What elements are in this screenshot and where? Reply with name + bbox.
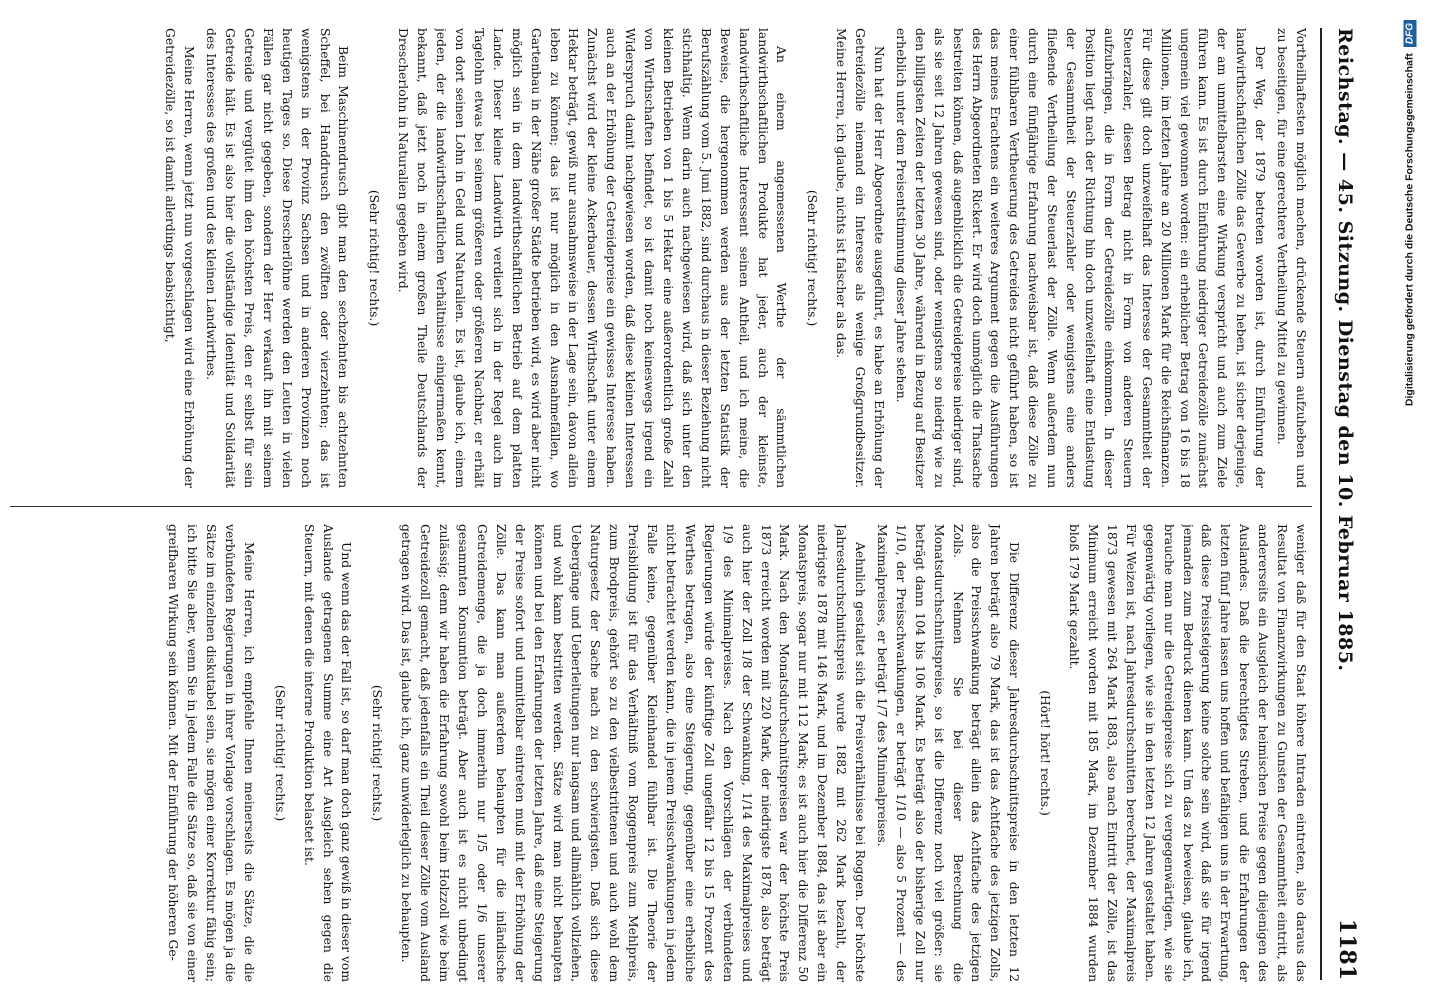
- interjection: (Sehr richtig! rechts.): [370, 684, 385, 822]
- right-column: [20, 524, 1310, 982]
- paragraph: Und wenn das der Fall ist, so darf man doch ganz gewiß in dieser vom Auslande getragenen Summe eine Art Ausgleich sehen gegen die Steuern, mit denen die interne Produktion belastet ist.: [301, 524, 354, 982]
- paragraph: Die Differenz dieser Jahresdurchschnittspreise in den letzten 12 Jahren beträgt also 79 Mark, das ist das Achtfache des jetzigen Zolls, also die Preisschwankung beträgt allein das Achtfache des jetzigen Zolls. Nehmen Sie bei dieser Berechnung die Monatsdurchschnittspreise, so ist die Differenz noch viel größer: sie beträgt dann 104 bis 106 Mark. Es beträgt also der bisherige Zoll nur 1/10, der Preisschwankungen, er beträgt 1/10 — also 5 Prozent — des Maximalpreises, er beträgt 1/7 des Minimalpreises.: [874, 524, 1022, 982]
- interjection: (Sehr richtig! rechts.): [272, 684, 287, 822]
- page-header: [1320, 28, 1362, 980]
- digitization-credit: [1392, 12, 1428, 988]
- paragraph: Meine Herren, wenn jetzt nun vorgeschlagen wird eine Erhöhung der Getreidezölle, so ist damit allerdings beabsichtigt,: [163, 28, 197, 488]
- dfg-logo: DFG: [1404, 20, 1417, 47]
- running-title: Reichstag. — 45. Sitzung. Dienstag den 10. Februar 1885.: [1334, 28, 1356, 672]
- interjection: (Sehr richtig! rechts.): [805, 189, 820, 327]
- paragraph: Nun hat der Herr Abgeordnete ausgeführt, es habe an Erhöhung der Getreidezölle niemand ein Interesse als wenige Großgrundbesitzer. Meine Herren, ich glaube, nichts ist falscher als das.: [834, 28, 887, 488]
- credit-text: Digitalisierung gefördert durch die Deutsche Forschungsgemeinschaft: [1403, 53, 1416, 407]
- interjection: (Hört! hört! rechts.): [1038, 690, 1053, 816]
- paragraph: Meine Herren, ich empfehle Ihnen meinerseits die Sätze, die die verbündeten Regierungen in ihrer Vorlage vorschlagen. Es mögen ja die Sätze im einzelnen diskutabel sein, sie mögen einer Korrektur fähig sein; ich bitte Sie aber, wenn Sie in jedem Falle die Sätze so, daß sie von einer greifbaren Wirkung sein können. Mit der Einführung der höheren Ge-: [166, 524, 256, 982]
- paragraph: Vortheilhaftesten möglich machen, drückende Steuern aufzuheben und zu beseitigen, für eine gerechtere Vertheilung Mittel zu gewinnen.: [1275, 28, 1308, 488]
- paragraph: Der Weg, der 1879 betreten worden ist, durch Einführung der landwirthschaftlichen Zölle das Gewerbe zu heben, ist sicher derjenige, der am unmittelbarsten eine Wirkung verspricht und auch zum Ziele führen kann. Es ist durch Einführung niedriger Getreidezölle zunächst ungemein viel gewonnen worden: ein erheblicher Betrag von 16 bis 18 Millionen, im letzten Jahre an 20 Millionen Mark für die Reichsfinanzen. Für diese gilt doch unzweifelhaft das Interesse der Gesammtheit der Steuerzahler, diesen Betrag nicht in Form von anderen Steuern aufzubringen, die in Form der Getreidezölle einkommen. In dieser Position liegt nach der Richtung hin doch unzweifelhaft eine Entlastung der Gesammtheit der Steuerzahler oder wenigstens eine anders fließende Vertheilung der Steuerlast der Zölle. Wenn außerdem nun durch eine fünfjährige Erfahrung nachweisbar ist, daß diese Zölle zu einer fühlbaren Vertheuerung des Getreides nicht geführt haben, so ist das meines Erachtens ein weiteres Argument gegen die Ausführungen des Herrn Abgeordneten Rickert. Er wird doch unmöglich die Thatsache bestreiten können, daß augenblicklich die Getreidepreise niedriger sind, als sie seit 12 Jahren gewesen sind, oder wenigstens so niedrig wie zu den billigsten Zeiten der letzten 30 Jahre, während in Bezug auf Besitzer erheblich unter dem Preisentstimmung dieser Jahre stehen.: [893, 28, 1268, 488]
- paragraph: Aehnlich gestaltet sich die Preisverhältnisse bei Roggen. Der höchste Jahresdurchschnittspreis wurde 1882 mit 262 Mark bezahlt, der niedrigste 1878 mit 146 Mark, und im Dezember 1884, das ist aber ein Monatspreis, sogar nur mit 112 Mark; es ist auch hier die Differenz 50 Mark. Nach den Monatsdurchschnittspreisen war der höchste Preis 1873 erreicht worden mit 220 Mark, der niedrigste 1878, also beträgt auch hier der Zoll 1/8 der Schwankung, 1/14 des Maximalpreises und 1/9 des Minimalpreises. Nach den Vorschlägen der verbündeten Regierungen würde der künftige Zoll ungefähr 12 bis 15 Prozent des Werthes betragen, also eine Steigerung, gegenüber eine erhebliche nicht betrachtet werden kann, die in jenem Preisschwankungen in jedem Falle keine, gegenüber Kleinhandel fühlbar ist. Die Theorie der Preisbildung ist für das Verhältniß vom Roggenpreis zum Mehlpreis, zum Brodpreis, gehört so zu den vielbestrittenen und auch wohl dem Naturgesetz der Sache nach zu den schwierigsten. Daß sich diese Uebergänge und Ueberleitungen nur langsam und allmählich vollziehen, und wohl kann bestritten werden. Sätze wird man nicht behaupten können und bei den Erfahrungen der letzten Jahre, daß eine Steigerung der Preise sofort und unmittelbar eintreten muß mit der Erhöhung der Zölle. Das kann man außerdem behaupten für die inländische Getreidemenge, die ja doch immerhin nur 1/5 oder 1/6 unserer gesammten Konsumtion beträgt. Aber auch ist es nicht unbedingt zulässig; denn wir haben die Erfahrung sowohl beim Holzzoll wie beim Getreidezoll gemacht, daß jedenfalls ein Theil dieser Zölle vom Ausland getragen wird. Das ist, glaube ich, ganz unwiderleglich zu behaupten.: [399, 524, 868, 982]
- paragraph: weniger daß für den Staat höhere Intraden eintreten, also daraus das Resultat von Finanzwirkungen zu Gunsten der Gesammtheit eintritt, als andererseits ein Ausgleich der heimischen Preise gegen diejenigen des Auslandes. Daß die berechtigtes Streben, und die Erfahrungen der letzten fünf Jahre lassen uns hoffen und befähigen uns in der Erwartung, daß diese Preissteigerung keine solche sein wird, daß sie für irgend jemanden zum Bedruck dienen kann. Um das zu beweisen, glaube ich, brauche man nur die Getreidepreise sich zu vergegenwärtigen, wie sie gegenwärtig vorliegen, wie sie in den letzten 12 Jahren gestaltet haben. Für Weizen ist, nach Jahresdurchschnitten berechnet, der Maximalpreis 1873 gewesen mit 264 Mark 1883, also nach Eintritt der Zölle, ist das Minimum erreicht worden mit 185 Mark, im Dezember 1884 wurden bloß 179 Mark gezahlt.: [1067, 524, 1308, 982]
- column-divider: [10, 506, 1312, 507]
- page-number: 1181: [1334, 918, 1360, 980]
- paragraph: An einem angemessenen Werthe der sämmtlichen landwirthschaftlichen Produkte hat jeder, auch der kleinste, landwirthschaftliche Interessent seinen Antheil, und ich meine, die Beweise, die hergenommen werden aus der letzten Statistik der Berufszählung vom 5. Juni 1882, sind durchaus in dieser Beziehung nicht stichhaltig. Wenn darin auch nachgewiesen wird, daß sich unter den kleinen Betrieben von 1 bis 5 Hektar eine außerordentlich große Zahl von Wirthschaften befindet, so ist damit noch keineswegs irgend ein Widerspruch damit nachgewiesen worden, daß diese kleinen Interessen auch an der Erhöhung der Getreidepreise ein gewisses Interesse haben. Zunächst wird der kleine Ackerbauer, dessen Wirthschaft unter einem Hektar beträgt, gewiß nur ausnahmsweise in der Lage sein, davon allein leben zu können; das ist nur möglich in den Ausnahmefällen, wo Gartenbau in der Nähe großer Städte betrieben wird, es wird aber nicht möglich sein in dem landwirthschaftlichen Betrieb auf dem platten Lande. Dieser kleine Landwirth verdient sich in der Regel auch im Tagelohn etwas bei seinem größeren oder größeren Nachbar, er erhält von dort seinen Lohn in Geld und Naturalien. Es ist, glaube ich, einem jeden, der die landwirthschaftlichen Verhältnisse einigermaßen kennt, bekannt, daß jetzt noch in einem großen Theile Deutschlands der Drescherlohn in Naturalien gegeben wird.: [396, 28, 789, 488]
- paragraph: Beim Maschinendrusch gibt man den sechzehnten bis achtzehnten Scheffel, bei Handdrusch den zwölften oder vierzehnten; das ist wenigstens in der Provinz Sachsen und in anderen Provinzen noch heutigen Tages so. Diese Drescherlöhne werden den Leuten in vielen Fällen gar nicht gegeben, sondern der Herr verkauft ihn mit seinem Getreide und vergütet ihm den höchsten Preis, den er selbst für sein Getreide hält. Es ist also hier die vollständige Identität und Solidarität des Interesses des großen und des kleinen Landwirthes.: [204, 28, 351, 488]
- credit-line: [1404, 20, 1417, 980]
- left-column: [20, 28, 1310, 488]
- interjection: (Sehr richtig! rechts.): [367, 189, 382, 327]
